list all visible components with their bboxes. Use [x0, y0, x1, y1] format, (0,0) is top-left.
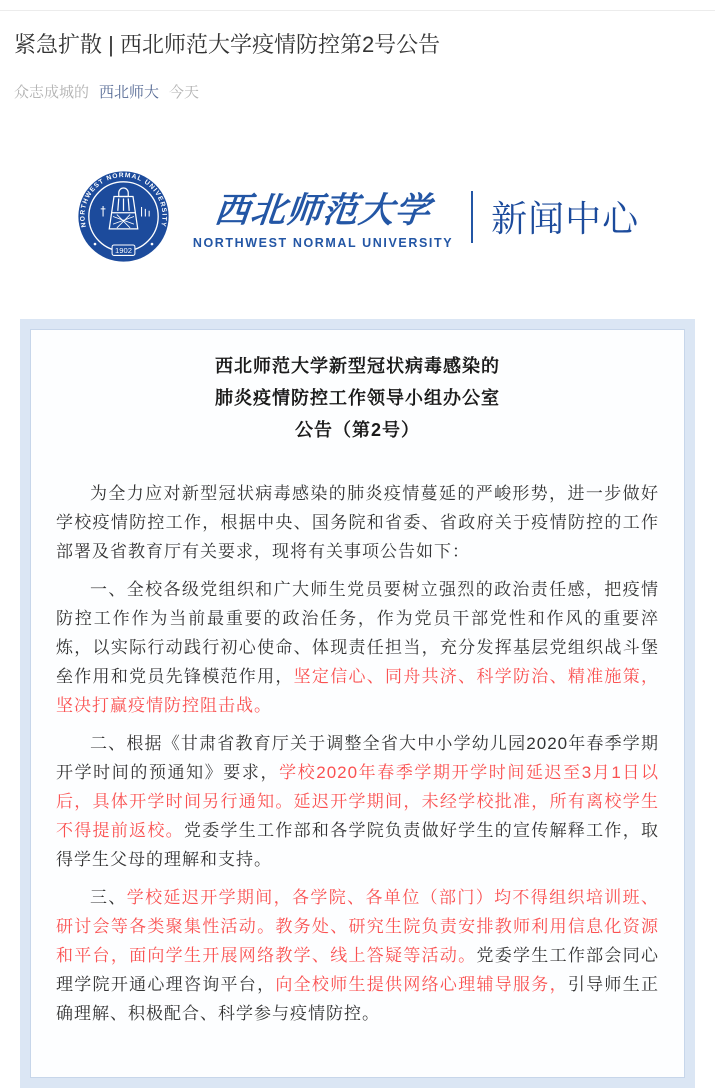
publish-date: 今天	[169, 83, 200, 101]
top-divider	[0, 10, 715, 11]
body-text: 二、根据《甘肃省教育厅关于调整全省大中小学幼儿园2020年春季学期开学时间的预通知》要求，	[56, 733, 659, 782]
body-text: 为全力应对新型冠状病毒感染的肺炎疫情蔓延的严峻形势，进一步做好学校疫情防控工作，根据中央、国务院和省委、省政府关于疫情防控的工作部署及省教育厅有关要求，现将有关事项公告如下：	[56, 483, 659, 561]
announcement-body	[56, 479, 659, 1028]
announcement-heading	[56, 352, 659, 445]
emphasis-red-text: 学校延迟开学期间，各学院、各单位（部门）均不得组织培训班、研讨会等各类聚集性活动。教务处、研究生院负责安排教师利用信息化资源和平台，面向学生开展网络教学、线上答疑等活动。	[56, 887, 659, 965]
announcement-paragraph	[56, 575, 659, 720]
body-text: 党委学生工作部和各学院负责做好学生的宣传解释工作，取得学生父母的理解和支持。	[56, 820, 659, 869]
byline	[0, 61, 715, 102]
university-name-cn: 西北师范大学	[212, 190, 433, 232]
announcement-heading-line: 公告（第2号）	[294, 419, 420, 440]
emphasis-red-text: 学校2020年春季学期开学时间延迟至3月1日以后，具体开学时间另行通知。延迟开学期间，未经学校批准，所有离校学生不得提前返校。	[56, 762, 660, 840]
emphasis-red-text: 向全校师生提供网络心理辅导服务，	[275, 974, 568, 994]
announcement-paragraph	[56, 729, 659, 874]
body-text: 一、全校各级党组织和广大师生党员要树立强烈的政治责任感，把疫情防控工作作为当前最重要的政治任务，作为党员干部党性和作风的重要淬炼，以实际行动践行初心使命、体现责任担当，充分发挥基层党组织战斗堡垒作用和党员先锋模范作用，	[56, 579, 659, 686]
seal-year: 1902	[114, 246, 132, 256]
account-name-link[interactable]: 西北师大	[99, 83, 160, 101]
emphasis-red-text: 坚定信心、同舟共济、科学防治、精准施策，坚决打赢疫情防控阻击战。	[56, 666, 659, 715]
announcement-box	[20, 319, 695, 1088]
body-text: 三、	[90, 887, 127, 907]
announcement-heading-line: 西北师范大学新型冠状病毒感染的	[215, 355, 500, 376]
university-name-en: NORTHWEST NORMAL UNIVERSITY	[192, 236, 454, 251]
author-name: 众志成城的	[14, 83, 90, 101]
announcement-paragraph	[56, 883, 659, 1028]
university-wordmark	[193, 183, 453, 250]
announcement-inner-panel	[30, 329, 685, 1078]
announcement-paragraph	[56, 479, 659, 566]
university-seal-icon	[76, 169, 171, 264]
article-title: 紧急扩散 | 西北师范大学疫情防控第2号公告	[14, 32, 441, 57]
body-text: 引导师生正确理解、积极配合、科学参与疫情防控。	[56, 974, 659, 1023]
news-center-label: 新闻中心	[491, 198, 640, 240]
announcement-heading-line: 肺炎疫情防控工作领导小组办公室	[215, 387, 500, 408]
seal-text: NORTHWEST NORMAL UNIVERSITY	[79, 172, 168, 229]
body-text: 党委学生工作部会同心理学院开通心理咨询平台，	[56, 945, 659, 994]
logo-divider	[471, 191, 473, 243]
university-logo-banner	[0, 157, 715, 277]
